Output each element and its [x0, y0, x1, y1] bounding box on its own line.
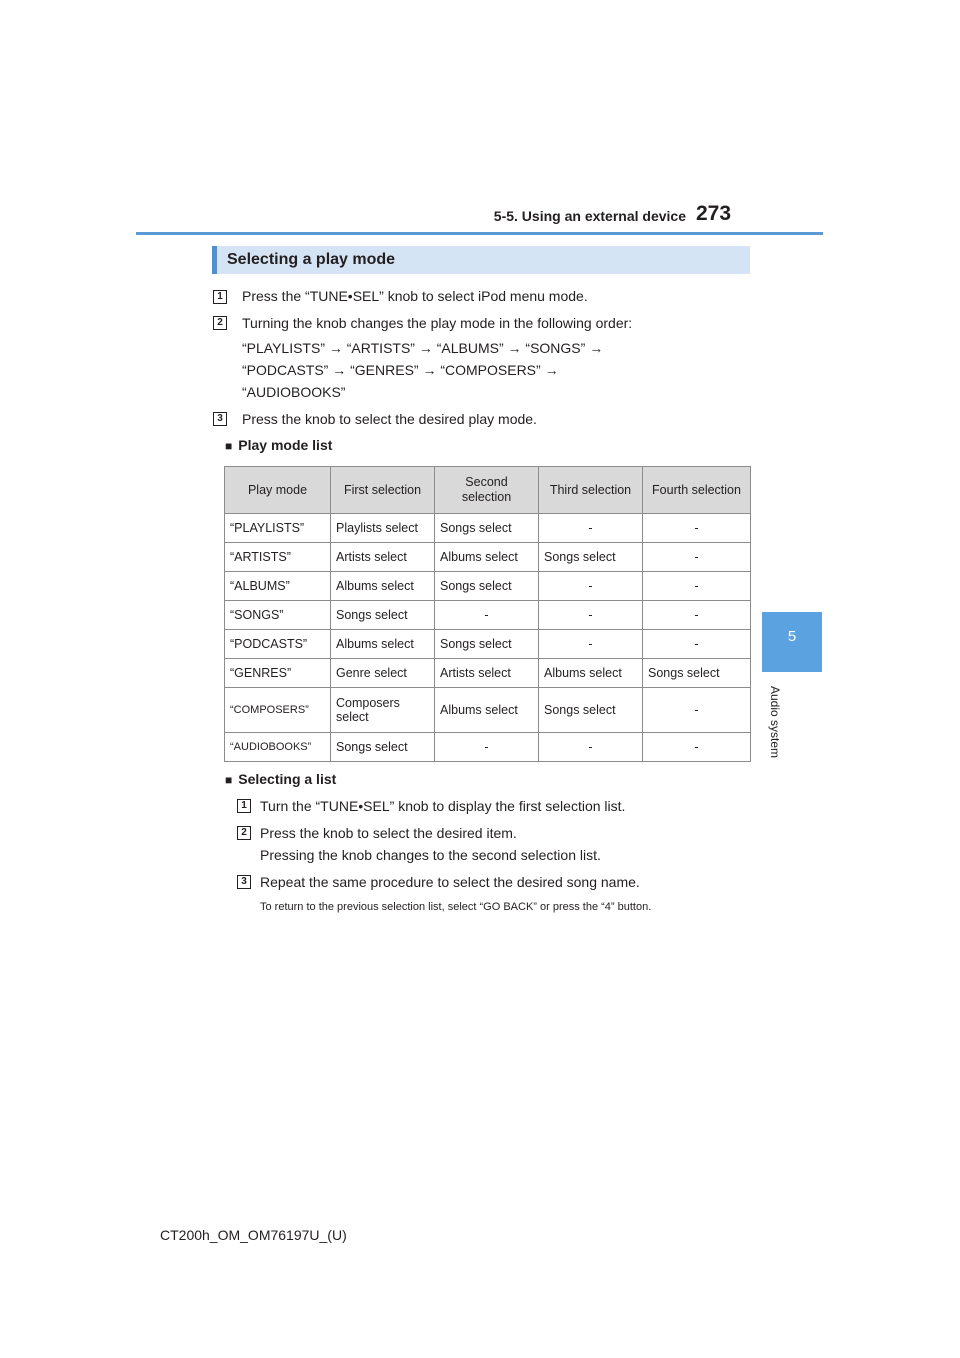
mode-order-line-3: “AUDIOBOOKS”: [242, 384, 346, 400]
table-cell: “SONGS”: [225, 601, 331, 630]
table-cell: “ARTISTS”: [225, 543, 331, 572]
list-step-text-1: Turn the “TUNE•SEL” knob to display the first selection list.: [260, 798, 626, 814]
play-mode-table: [224, 466, 751, 762]
table-row: [225, 688, 751, 733]
table-row: [225, 572, 751, 601]
step-number-2: 2: [213, 316, 227, 330]
table-cell: -: [643, 688, 751, 733]
table-cell: -: [643, 733, 751, 762]
table-cell: Albums select: [331, 630, 435, 659]
mode-order-line-1: “PLAYLISTS” → “ARTISTS” → “ALBUMS” → “SONGS” →: [242, 340, 604, 356]
header-second-selection: Second selection: [435, 467, 539, 514]
table-cell: Artists select: [435, 659, 539, 688]
table-cell: Albums select: [435, 543, 539, 572]
step-text-2: Turning the knob changes the play mode in the following order:: [242, 315, 633, 331]
go-back-note: To return to the previous selection list, select “GO BACK” or press the “4” button.: [260, 901, 652, 913]
table-cell: Artists select: [331, 543, 435, 572]
table-row: [225, 630, 751, 659]
table-row: [225, 514, 751, 543]
table-cell: -: [539, 514, 643, 543]
header-first-selection: First selection: [331, 467, 435, 514]
step-number-1: 1: [213, 290, 227, 304]
table-cell: -: [539, 572, 643, 601]
step-text-1: Press the “TUNE•SEL” knob to select iPod menu mode.: [242, 288, 588, 304]
document-code: CT200h_OM_OM76197U_(U): [160, 1227, 347, 1243]
table-cell: Playlists select: [331, 514, 435, 543]
table-cell: “ALBUMS”: [225, 572, 331, 601]
table-row: [225, 659, 751, 688]
table-header-row: [225, 467, 751, 514]
header-third-selection: Third selection: [539, 467, 643, 514]
table-cell: Albums select: [435, 688, 539, 733]
list-step-text-3: Repeat the same procedure to select the desired song name.: [260, 874, 640, 890]
selecting-list-heading: ■ Selecting a list: [225, 771, 336, 787]
list-step-subtext-2: Pressing the knob changes to the second selection list.: [260, 847, 601, 863]
table-cell: “AUDIOBOOKS”: [225, 733, 331, 762]
chapter-tab: 5: [762, 612, 822, 672]
table-cell: -: [643, 572, 751, 601]
table-row: [225, 543, 751, 572]
table-cell: -: [643, 514, 751, 543]
header-rule: [136, 232, 823, 235]
list-step-number-2: 2: [237, 826, 251, 840]
header-fourth-selection: Fourth selection: [643, 467, 751, 514]
table-row: [225, 733, 751, 762]
step-number-3: 3: [213, 412, 227, 426]
step-text-3: Press the knob to select the desired play mode.: [242, 411, 537, 427]
table-cell: Songs select: [539, 543, 643, 572]
list-step-number-3: 3: [237, 875, 251, 889]
table-cell: -: [539, 733, 643, 762]
table-cell: Songs select: [435, 630, 539, 659]
list-step-text-2: Press the knob to select the desired item.: [260, 825, 517, 841]
table-cell: “PODCASTS”: [225, 630, 331, 659]
chapter-label: Audio system: [768, 686, 782, 759]
section-title-bar: [212, 246, 750, 274]
table-cell: -: [643, 601, 751, 630]
table-cell: -: [539, 601, 643, 630]
play-mode-list-heading: ■ Play mode list: [225, 437, 332, 453]
table-cell: Songs select: [435, 514, 539, 543]
header-play-mode: Play mode: [225, 467, 331, 514]
table-cell: “GENRES”: [225, 659, 331, 688]
list-step-number-1: 1: [237, 799, 251, 813]
table-cell: Songs select: [331, 733, 435, 762]
table-cell: -: [643, 543, 751, 572]
table-cell: Songs select: [539, 688, 643, 733]
table-cell: Songs select: [643, 659, 751, 688]
table-cell: Albums select: [539, 659, 643, 688]
table-cell: Songs select: [435, 572, 539, 601]
table-cell: Genre select: [331, 659, 435, 688]
table-cell: -: [435, 733, 539, 762]
mode-order-line-2: “PODCASTS” → “GENRES” → “COMPOSERS” →: [242, 362, 559, 378]
table-cell: -: [539, 630, 643, 659]
page-number: 273: [696, 202, 732, 225]
table-cell: Songs select: [331, 601, 435, 630]
table-cell: -: [643, 630, 751, 659]
table-cell: Composers select: [331, 688, 435, 733]
table-cell: “PLAYLISTS”: [225, 514, 331, 543]
table-cell: -: [435, 601, 539, 630]
table-cell: “COMPOSERS”: [225, 688, 331, 733]
table-row: [225, 601, 751, 630]
table-cell: Albums select: [331, 572, 435, 601]
section-title: Selecting a play mode: [227, 251, 396, 268]
running-header: 5-5. Using an external device: [493, 208, 686, 224]
